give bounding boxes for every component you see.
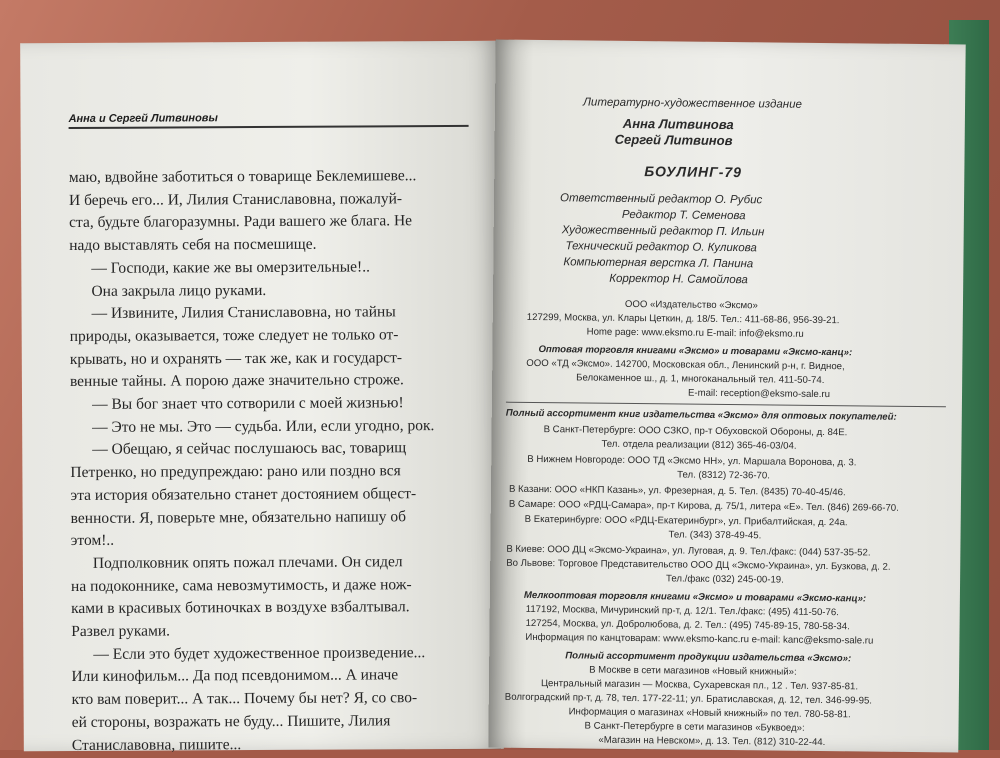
credit-line: Технический редактор О. Куликова: [565, 240, 757, 255]
assortment-heading: Полный ассортимент книг издательства «Эксмо» для оптовых покупателей:: [505, 407, 897, 423]
story-line: этом!..: [70, 532, 115, 550]
story-line: на подоконнике, сама невозмутимость, и даже нож-: [70, 575, 412, 595]
retail-line: Информация о магазинах «Новый книжный» по тел. 780-58-81.: [568, 706, 851, 721]
story-line: Или кинофильм... Да под псевдонимом... А иначе: [71, 666, 399, 686]
story-line: природы, оказывается, тоже следует не только от-: [69, 326, 399, 345]
credit-line: Художественный редактор П. Ильин: [561, 224, 765, 239]
assortment-line: В Екатеринбурге: ООО «РДЦ-Екатеринбург», ул. Прибалтийская, д. 24а.: [524, 513, 848, 529]
running-head: Анна и Сергей Литвиновы: [69, 111, 469, 129]
story-line: — Господи, какие же вы омерзительные!..: [91, 258, 370, 277]
credit-line: Корректор Н. Самойлова: [609, 272, 748, 287]
story-line: Она закрыла лицо руками.: [91, 281, 267, 300]
imprint-page: [488, 40, 965, 753]
assortment-line: Во Львове: Торговое Представительство ООО ДЦ «Эксмо-Украина», ул. Бузкова, д. 2.: [506, 557, 891, 573]
small-wholesale-line: 117192, Москва, Мичуринский пр-т, д. 12/1. Тел./факс: (495) 411-50-76.: [525, 603, 839, 619]
story-line: надо выставлять себя на посмешище.: [69, 235, 317, 255]
story-line: эта история обязательно станет достоянием общест-: [70, 485, 417, 504]
story-line: Подполковник опять пожал плечами. Он сидел: [92, 553, 403, 572]
story-line: Развел руками.: [71, 622, 171, 641]
credit-line: Редактор Т. Семенова: [621, 208, 746, 223]
story-line: И беречь его... И, Лилия Станиславовна, пожалуй-: [68, 189, 403, 209]
retail-heading: Полный ассортимент продукции издательства «Эксмо»:: [565, 650, 852, 665]
small-wholesale-heading: Мелкооптовая торговля книгами «Эксмо» и товарами «Эксмо-канц»:: [523, 589, 867, 605]
publisher-line: ООО «Издательство «Эксмо»: [624, 298, 758, 312]
retail-line: В Москве в сети магазинов «Новый книжный»:: [589, 664, 797, 678]
story-line: ками в красивых ботиночках в воздухе взбалтывал.: [71, 598, 410, 618]
publisher-line: 127299, Москва, ул. Клары Цеткин, д. 18/5. Тел.: 411-68-86, 956-39-21.: [526, 311, 840, 327]
wholesale-line: E-mail: reception@eksmo-sale.ru: [687, 387, 831, 401]
assortment-line: В Санкт-Петербурге: ООО СЗКО, пр-т Обуховской Обороны, д. 84Е.: [543, 424, 848, 439]
book-title: БОУЛИНГ-79: [644, 163, 743, 181]
story-line: ста, будьте благоразумны. Ради вашего же блага. Не: [69, 212, 413, 232]
story-line: Петренко, но предупреждаю: рано или поздно вся: [70, 462, 401, 482]
story-line: кто вам поверит... А так... Почему бы нет? Я, со сво-: [71, 689, 418, 709]
retail-line: «Магазин на Невском», д. 13. Тел. (812) 310-22-44.: [598, 734, 826, 749]
story-text: [69, 165, 482, 757]
wholesale-line: Белокаменное ш., д. 1, многоканальный тел. 411-50-74.: [576, 372, 825, 387]
small-wholesale-line: 127254, Москва, ул. Добролюбова, д. 2. Тел.: (495) 745-89-15, 780-58-34.: [525, 617, 850, 633]
retail-line: В Санкт-Петербурге в сети магазинов «Буквоед»:: [584, 720, 805, 734]
story-line: — Извините, Лилия Станиславовна, но тайны: [91, 303, 396, 323]
wholesale-heading: Оптовая торговля книгами «Эксмо» и товарами «Эксмо-канц»:: [538, 344, 853, 359]
assortment-line: В Самаре: ООО «РДЦ-Самара», пр-т Кирова, д. 75/1, литера «Е». Тел. (846) 269-66-70.: [508, 498, 899, 514]
assortment-line: В Казани: ООО «НКП Казань», ул. Фрезерная, д. 5. Тел. (8435) 70-40-45/46.: [508, 483, 846, 499]
story-line: — Это не мы. Это — судьба. Или, если угодно, рок.: [92, 416, 435, 436]
author-2: Сергей Литвинов: [614, 131, 733, 149]
assortment-line: Тел. (343) 378-49-45.: [668, 529, 762, 542]
story-line: — Если это будет художественное произведение...: [93, 643, 426, 663]
retail-line: Центральный магазин — Москва, Сухаревская пл., 12 . Тел. 937-85-81.: [540, 678, 859, 693]
wholesale-line: ООО «ТД «Эксмо». 142700, Московская обл., Ленинский р-н, г. Видное,: [526, 357, 845, 373]
genre-label: Литературно-художественное издание: [583, 96, 802, 111]
story-line: венности. Я, поверьте мне, обязательно напишу об: [70, 507, 407, 527]
assortment-line: Тел./факс (032) 245-00-19.: [666, 573, 784, 586]
small-wholesale-line: Информация по канцтоварам: www.eksmo-kanc.ru e-mail: kanc@eksmo-sale.ru: [525, 631, 874, 647]
author-1: Анна Литвинова: [622, 115, 734, 133]
assortment-line: Тел. (8312) 72-36-70.: [677, 469, 770, 482]
open-book: [14, 20, 989, 754]
story-line: маю, вдвойне заботиться о товарище Беклемишеве...: [68, 167, 417, 187]
story-line: — Вы бог знает что сотворили с моей жизнью!: [91, 394, 404, 413]
assortment-line: В Киеве: ООО ДЦ «Эксмо-Украина», ул. Луговая, д. 9. Тел./факс: (044) 537-35-52.: [506, 543, 871, 559]
left-page: [20, 41, 504, 752]
right-page: [488, 40, 965, 753]
assortment-line: Тел. отдела реализации (812) 365-46-03/04.: [601, 438, 797, 452]
story-line: ей стороны, возражать не буду... Пишите, Лилия: [71, 712, 391, 731]
credit-line: Ответственный редактор О. Рубис: [559, 192, 763, 207]
publisher-line: Home page: www.eksmo.ru E-mail: info@eksmo.ru: [586, 326, 804, 340]
story-line: крывать, но и охранять — так же, как и государст-: [69, 348, 403, 368]
story-line: Станиславовна, пишите...: [71, 735, 242, 754]
retail-line: Волгоградский пр-т, д. 78, тел. 177-22-11; ул. Братиславская, д. 12, тел. 346-99-95.: [504, 691, 873, 707]
assortment-line: В Нижнем Новгороде: ООО ТД «Эксмо НН», ул. Маршала Воронова, д. 3.: [527, 453, 857, 469]
story-line: — Обещаю, я сейчас послушаюсь вас, товарищ: [92, 439, 407, 459]
divider: [506, 402, 946, 408]
story-line: венные тайны. А порою даже значительно строже.: [69, 371, 404, 391]
credit-line: Компьютерная верстка Л. Панина: [563, 256, 754, 271]
